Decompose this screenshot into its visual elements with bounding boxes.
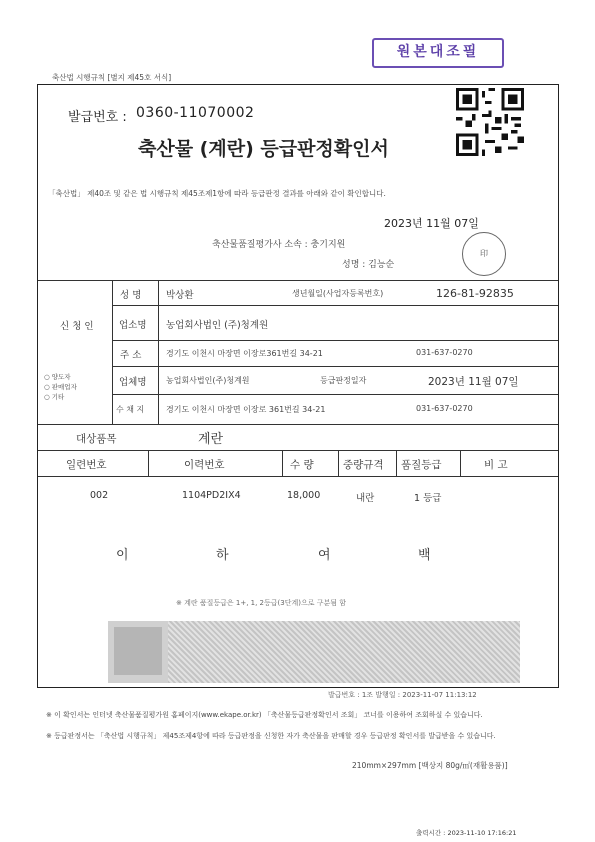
issue-line: 발급번호 : 1조 발행일 : 2023-11-07 11:13:12: [328, 691, 477, 699]
cell-trace-no: 1104PD2IX4: [182, 490, 241, 501]
issuer-org: 축산물품질평가사 소속 : 충기지원: [212, 240, 346, 250]
grid-line: [396, 450, 397, 476]
product-label: 대상품목: [76, 433, 117, 445]
official-seal-icon: 印: [462, 232, 506, 276]
grid-line: [112, 280, 113, 424]
header-trace-no: 이력번호: [184, 459, 225, 471]
doc-number-label: 발급번호 :: [68, 110, 127, 125]
grid-line: [112, 340, 558, 341]
header-serial: 일련번호: [66, 459, 107, 471]
qr-code-icon: [456, 88, 524, 156]
filler-char-1: 이: [116, 548, 129, 563]
address-label: 주 소: [120, 350, 142, 361]
vendor-address: 경기도 이천시 마장면 이장로 361번길 34-21: [166, 405, 326, 414]
cell-quality-grade: 1 등급: [414, 493, 442, 504]
footer-note-2: ※ 등급판정서는 「축산법 시행규칙」 제45조제4항에 따라 등급판정을 신청한 자가 축산물을 판매할 경우 등급판정 확인서를 발급받을 수 있습니다.: [46, 732, 496, 740]
vendor-phone: 031-637-0270: [416, 404, 473, 413]
name-value: 박상환: [166, 290, 194, 301]
filler-char-4: 백: [418, 548, 431, 563]
filler-char-2: 하: [216, 548, 229, 563]
header-quantity: 수 량: [290, 459, 314, 471]
company-value: 농업회사법인 (주)청계원: [166, 320, 269, 331]
regno-value: 126-81-92835: [436, 287, 514, 300]
header-weight-spec: 중량규격: [343, 459, 384, 471]
grid-line: [460, 450, 461, 476]
company-label: 업소명: [119, 320, 147, 331]
applicant-section-label: 신 청 인: [60, 321, 94, 332]
grid-line: [112, 366, 558, 367]
grid-line: [38, 476, 558, 477]
address-value: 경기도 이천시 마장면 이장로361번길 34-21: [166, 349, 323, 358]
grid-line: [158, 280, 159, 424]
grid-line: [38, 280, 558, 281]
footer-note-1: ※ 이 확인서는 인터넷 축산물품질평가원 홈페이지(www.ekape.or.kr) 「축산물등급판정확인서 조회」 코너를 이용하여 조회하실 수 있습니다.: [46, 711, 483, 719]
grid-line: [38, 450, 558, 451]
print-time: 출력시간 : 2023-11-10 17:16:21: [416, 829, 517, 837]
grid-line: [38, 424, 558, 425]
filler-char-3: 여: [318, 548, 331, 563]
judgment-date-value: 2023년 11월 07일: [428, 376, 519, 388]
header-remarks: 비 고: [484, 459, 508, 471]
security-texture: [168, 621, 520, 683]
law-reference: 축산법 시행규칙 [별지 제45호 서식]: [52, 73, 172, 82]
vendor-label: 수 채 지: [116, 405, 145, 414]
certificate-title: 축산물 (계란) 등급판정확인서: [138, 138, 389, 160]
doc-number: 0360-11070002: [136, 105, 255, 121]
biz-label: 업체명: [119, 377, 147, 388]
hologram-mark-icon: [114, 627, 162, 675]
cell-quantity: 18,000: [287, 490, 321, 501]
header-quality-grade: 품질등급: [401, 459, 442, 471]
grid-line: [112, 394, 558, 395]
issuer-name: 성명 : 김능순: [342, 260, 395, 270]
legal-statement: 「축산법」 제40조 및 같은 법 시행규칙 제45조제1항에 따라 등급판정 결과를 아래와 같이 확인합니다.: [48, 189, 386, 198]
judgment-date-label: 등급판정일자: [320, 376, 367, 385]
biz-value: 농업회사법인(주)청계원: [166, 376, 250, 385]
cell-serial: 002: [90, 490, 109, 501]
paper-size: 210mm×297mm [백상지 80g/㎡(재활용품)]: [352, 761, 508, 770]
issue-date: 2023년 11월 07일: [384, 217, 479, 230]
grid-line: [148, 450, 149, 476]
name-label: 성 명: [120, 290, 142, 301]
grid-line: [338, 450, 339, 476]
grid-line: [282, 450, 283, 476]
product-value: 계란: [198, 432, 224, 447]
grid-line: [112, 305, 558, 306]
applicant-side-note: ○ 양도자 ○ 판매업자 ○ 기타: [44, 373, 77, 401]
phone-value: 031-637-0270: [416, 348, 473, 357]
cell-weight-spec: 내란: [356, 493, 375, 504]
regno-label: 생년월일(사업자등록번호): [292, 289, 384, 298]
original-verified-stamp: 원본대조필: [372, 38, 504, 68]
grade-note: ※ 계란 품질등급은 1+, 1, 2등급(3단계)으로 구분됨 함: [176, 599, 346, 607]
